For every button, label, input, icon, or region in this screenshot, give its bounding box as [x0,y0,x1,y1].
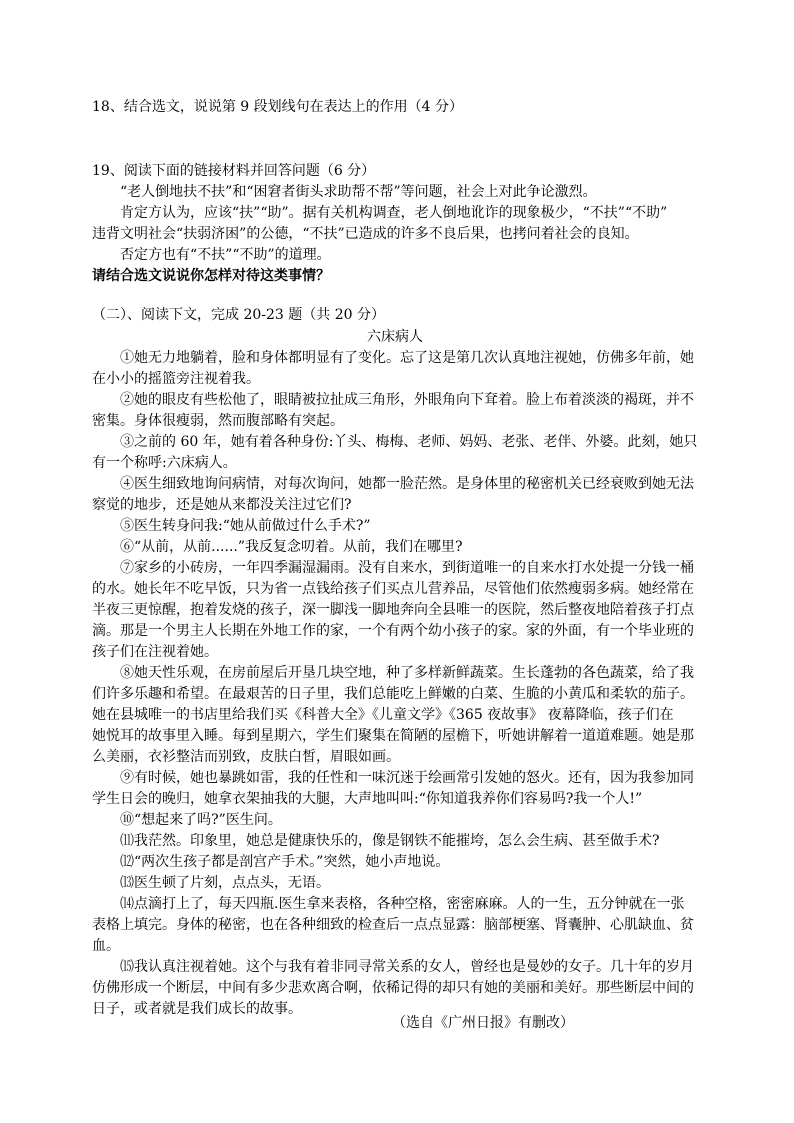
question-19-ask: 请结合选文说说你怎样对待这类事情？ [92,268,330,284]
passage-line: 孩子们在注视着她。 [92,644,218,660]
passage-line: ⑨有时候，她也暴跳如雷，我的任性和一味沉迷于绘画常引发她的怒火。还有，因为我参加同 [120,770,694,786]
passage-line: 仿佛形成一个断层，中间有多少悲欢离合啊，依稀记得的却只有她的美丽和美好。那些断层中间的 [92,980,694,996]
passage-line: 表格上填完。身体的秘密，也在各种细致的检查后一点点显露：脑部梗塞、肾囊肿、心肌缺血、贫 [92,917,694,933]
passage-line: 察觉的地步，还是她从来都没关注过它们? [92,497,352,513]
passage-line: 学生日会的晚归，她拿衣架抽我的大腿，大声地叫叫:“你知道我养你们容易吗?我一个人!” [92,791,643,807]
passage-line: ⑦家乡的小砖房，一年四季漏湿漏雨。没有自来水，到街道唯一的自来水打水处提一分钱一桶 [120,560,694,576]
passage-line: 血。 [92,938,120,954]
passage-line: 密集。身体很瘦弱，然而腹部略有突起。 [92,413,344,429]
passage-line: ⑧她天性乐观，在房前屋后开垦几块空地，种了多样新鲜蔬菜。生长蓬勃的各色蔬菜，给了我 [120,665,694,681]
question-19-prompt: 19、阅读下面的链接材料并回答问题（6 分） [92,163,376,179]
passage-line: ⑾我茫然。印象里，她总是健康快乐的，像是钢铁不能摧垮，怎么会生病、甚至做手术? [120,833,660,849]
passage-line: ⑥“从前，从前......”我反复念叨着。从前，我们在哪里? [120,539,463,555]
passage-line: 她悦耳的故事里入睡。每到星期六，学生们聚集在简陋的屋檐下，听她讲解着一道道难题。她是那 [92,728,694,744]
passage-line: ③之前的 60 年，她有着各种身份:丫头、梅梅、老师、妈妈、老张、老伴、外婆。此刻，她只 [120,434,698,450]
passage-line: 们许多乐趣和希望。在最艰苦的日子里，我们总能吃上鲜嫩的白菜、生脆的小黄瓜和柔软的茄子。 [92,686,694,702]
passage-line: ⑤医生转身问我:“她从前做过什么手术?” [120,518,371,534]
passage-line: 在小小的摇篮旁注视着我。 [92,371,260,387]
passage-title: 六床病人 [367,329,423,345]
passage-line: ①她无力地躺着，脸和身体都明显有了变化。忘了这是第几次认真地注视她，仿佛多年前，她 [120,350,694,366]
passage-line: 半夜三更惊醒，抱着发烧的孩子，深一脚浅一脚地奔向全县唯一的医院，然后整夜地陪着孩子打点 [92,602,694,618]
passage-line: ④医生细致地询问病情，对每次询问，她都一脸茫然。是身体里的秘密机关已经衰败到她无法 [120,476,694,492]
passage-line: ⒂我认真注视着她。这个与我有着非同寻常关系的女人，曾经也是曼妙的女子。几十年的岁月 [120,959,694,975]
passage-line: ⑿“两次生孩子都是剖宫产手术。”突然，她小声地说。 [120,854,450,870]
passage-line: 的水。她长年不吃早饭，只为省一点钱给孩子们买点儿营养品，尽管他们依然瘦弱多病。她经常在 [92,581,694,597]
question-19-paragraph-1: “老人倒地扶不扶”和“困窘者街头求助帮不帮”等问题，社会上对此争论激烈。 [120,184,597,200]
passage-line: 么美丽，衣衫整洁而别致，皮肤白皙，眉眼如画。 [92,749,400,765]
passage-line: 日子，或者就是我们成长的故事。 [92,1001,302,1017]
passage-line: 她在县城唯一的书店里给我们买《科普大全》《儿童文学》《365 夜故事》 夜幕降临，孩子们在 [92,707,674,723]
passage-line: ⒁点滴打上了，每天四瓶.医生拿来表格，各种空格，密密麻麻。人的一生，五分钟就在一张 [120,896,685,912]
passage-line: 有一个称呼:六床病人。 [92,455,237,471]
passage-line: ⑩“想起来了吗?”医生问。 [120,812,282,828]
question-18: 18、结合选文，说说第 9 段划线句在表达上的作用（4 分） [92,99,463,115]
section-2-heading: （二）、阅读下文，完成 20-23 题（共 20 分） [92,307,385,323]
passage-source: （选自《广州日报》有删改） [392,1015,574,1031]
question-19-paragraph-2-line-1: 肯定方认为，应该“扶”“助”。据有关机构调查，老人倒地讹诈的现象极少，“不扶”“不助” [120,205,668,221]
passage-line: 滴。那是一个男主人长期在外地工作的家，一个有两个幼小孩子的家。家的外面，有一个毕业班的 [92,623,694,639]
question-19-paragraph-3: 否定方也有“不扶”“不助”的道理。 [120,247,331,263]
passage-line: ②她的眼皮有些松他了，眼睛被拉扯成三角形，外眼角向下耷着。脸上布着淡淡的褐斑，并不 [120,392,694,408]
passage-line: ⒀医生顿了片刻，点点头，无语。 [120,875,330,891]
question-19-paragraph-2-line-2: 违背文明社会“扶弱济困”的公德，“不扶”已造成的许多不良后果，也拷问着社会的良知。 [92,226,639,242]
